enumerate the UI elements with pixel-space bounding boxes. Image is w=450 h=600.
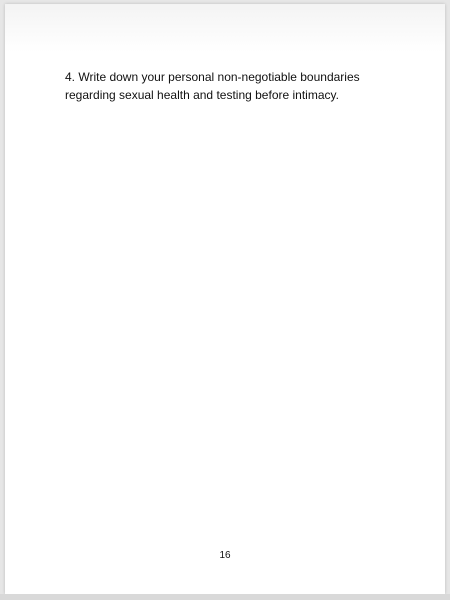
question-line-1: 4. Write down your personal non-negotiable boundaries bbox=[65, 70, 360, 84]
document-page bbox=[5, 4, 445, 594]
question-line-2: regarding sexual health and testing before intimacy. bbox=[65, 88, 339, 102]
question-paragraph bbox=[65, 68, 385, 104]
viewer-bottom-edge bbox=[0, 594, 450, 600]
page-number: 16 bbox=[219, 550, 231, 561]
page-header-shade bbox=[5, 4, 445, 52]
